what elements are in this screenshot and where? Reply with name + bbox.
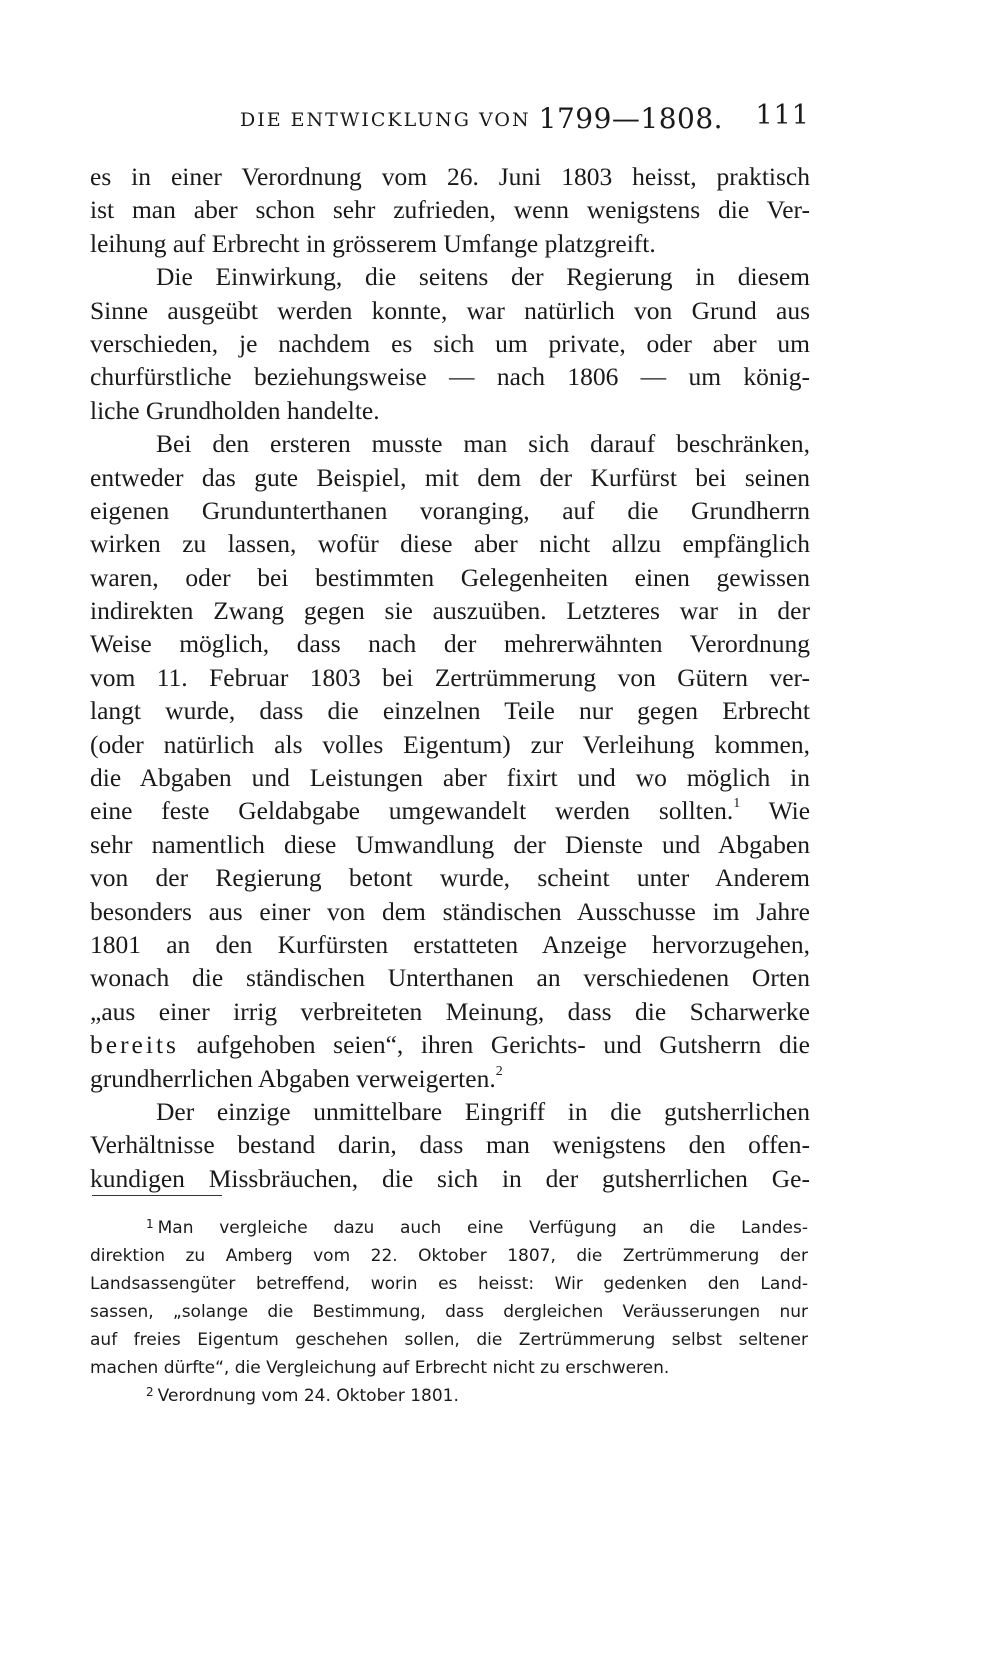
footnote-ref[interactable]: 2: [495, 1063, 503, 1079]
footnote-line: [90, 1382, 808, 1410]
text-fragment: Verordnung vom 24. Oktober 1801.: [157, 1386, 459, 1406]
text-fragment: aufgehoben seien“, ihren Gerichts- und Gutsherrn die: [196, 1030, 811, 1060]
text-line: kundigen Missbräuchen, die sich in der gutsherrlichen Ge-: [90, 1163, 810, 1193]
text-line: Die Einwirkung, die seitens der Regierung in diesem: [156, 262, 810, 292]
text-line: [90, 1062, 810, 1095]
body-text: [90, 160, 810, 1195]
text-line: wirken zu lassen, wofür diese aber nicht allzu empfänglich: [90, 529, 810, 559]
footnotes: [90, 1214, 808, 1410]
text-line: [90, 1028, 810, 1061]
text-fragment: grundherrlichen Abgaben verweigerten.: [90, 1063, 496, 1093]
footnote-line: direktion zu Amberg vom 22. Oktober 1807, die Zertrümmerung der: [90, 1246, 808, 1266]
running-head: [90, 100, 810, 140]
footnote-line: machen dürfte“, die Vergleichung auf Erbrecht nicht zu erschweren.: [90, 1358, 670, 1378]
footnote-marker: 2: [146, 1385, 154, 1399]
footnote-line: [90, 1214, 808, 1242]
text-fragment: Wie: [768, 796, 811, 826]
text-line: sehr namentlich diese Umwandlung der Dienste und Abgaben: [90, 829, 810, 859]
text-line: wonach die ständischen Unterthanen an verschiedenen Orten: [90, 963, 810, 993]
running-title-years: 1799—1808.: [538, 102, 724, 135]
footnote-marker: 1: [146, 1217, 154, 1231]
text-line: leihung auf Erbrecht in grösserem Umfange platzgreift.: [90, 228, 656, 258]
text-line: Der einzige unmittelbare Eingriff in die gutsherrlichen: [156, 1096, 810, 1126]
text-line: churfürstliche beziehungsweise — nach 1806 — um könig-: [90, 362, 810, 392]
text-line: (oder natürlich als volles Eigentum) zur Verleihung kommen,: [90, 729, 810, 759]
text-line: es in einer Verordnung vom 26. Juni 1803 heisst, praktisch: [90, 162, 810, 191]
text-line: 1801 an den Kurfürsten erstatteten Anzeige hervorzugehen,: [90, 929, 810, 959]
page-number: 111: [755, 100, 810, 131]
text-fragment: eine feste Geldabgabe umgewandelt werden sollten.: [90, 796, 734, 826]
text-line: langt wurde, dass die einzelnen Teile nur gegen Erbrecht: [90, 696, 810, 726]
spaced-emphasis: bereits: [90, 1030, 179, 1060]
text-line: Verhältnisse bestand darin, dass man wenigstens den offen-: [90, 1130, 810, 1160]
footnote-divider: [92, 1195, 222, 1196]
footnote-line: auf freies Eigentum geschehen sollen, die Zertrümmerung selbst seltener: [90, 1330, 808, 1350]
footnote-ref[interactable]: 1: [733, 796, 741, 812]
text-line: von der Regierung betont wurde, scheint unter Anderem: [90, 863, 810, 893]
text-fragment: Man vergleiche dazu auch eine Verfügung an die Landes-: [157, 1218, 808, 1238]
running-title: [240, 102, 723, 135]
text-line: ist man aber schon sehr zufrieden, wenn wenigstens die Ver-: [90, 195, 810, 225]
text-line: vom 11. Februar 1803 bei Zertrümmerung von Gütern ver-: [90, 662, 810, 692]
text-line: liche Grundholden handelte.: [90, 395, 380, 425]
footnote-line: Landsassengüter betreffend, worin es heisst: Wir gedenken den Land-: [90, 1274, 808, 1294]
text-line: besonders aus einer von dem ständischen Ausschusse im Jahre: [90, 896, 810, 926]
running-title-text: DIE ENTWICKLUNG VON: [240, 109, 531, 131]
text-line: eigenen Grundunterthanen voranging, auf die Grundherrn: [90, 495, 810, 525]
text-line: [90, 794, 810, 827]
text-line: „aus einer irrig verbreiteten Meinung, dass die Scharwerke: [90, 996, 810, 1026]
text-line: Sinne ausgeübt werden konnte, war natürlich von Grund aus: [90, 295, 810, 325]
footnote-line: sassen, „solange die Bestimmung, dass dergleichen Veräusserungen nur: [90, 1302, 808, 1322]
text-line: die Abgaben und Leistungen aber fixirt und wo möglich in: [90, 763, 810, 793]
text-line: entweder das gute Beispiel, mit dem der Kurfürst bei seinen: [90, 462, 810, 492]
text-line: waren, oder bei bestimmten Gelegenheiten einen gewissen: [90, 562, 810, 592]
text-line: Bei den ersteren musste man sich darauf beschränken,: [156, 429, 810, 459]
text-line: Weise möglich, dass nach der mehrerwähnten Verordnung: [90, 629, 810, 659]
text-line: verschieden, je nachdem es sich um private, oder aber um: [90, 328, 810, 358]
text-line: indirekten Zwang gegen sie auszuüben. Letzteres war in der: [90, 596, 810, 626]
